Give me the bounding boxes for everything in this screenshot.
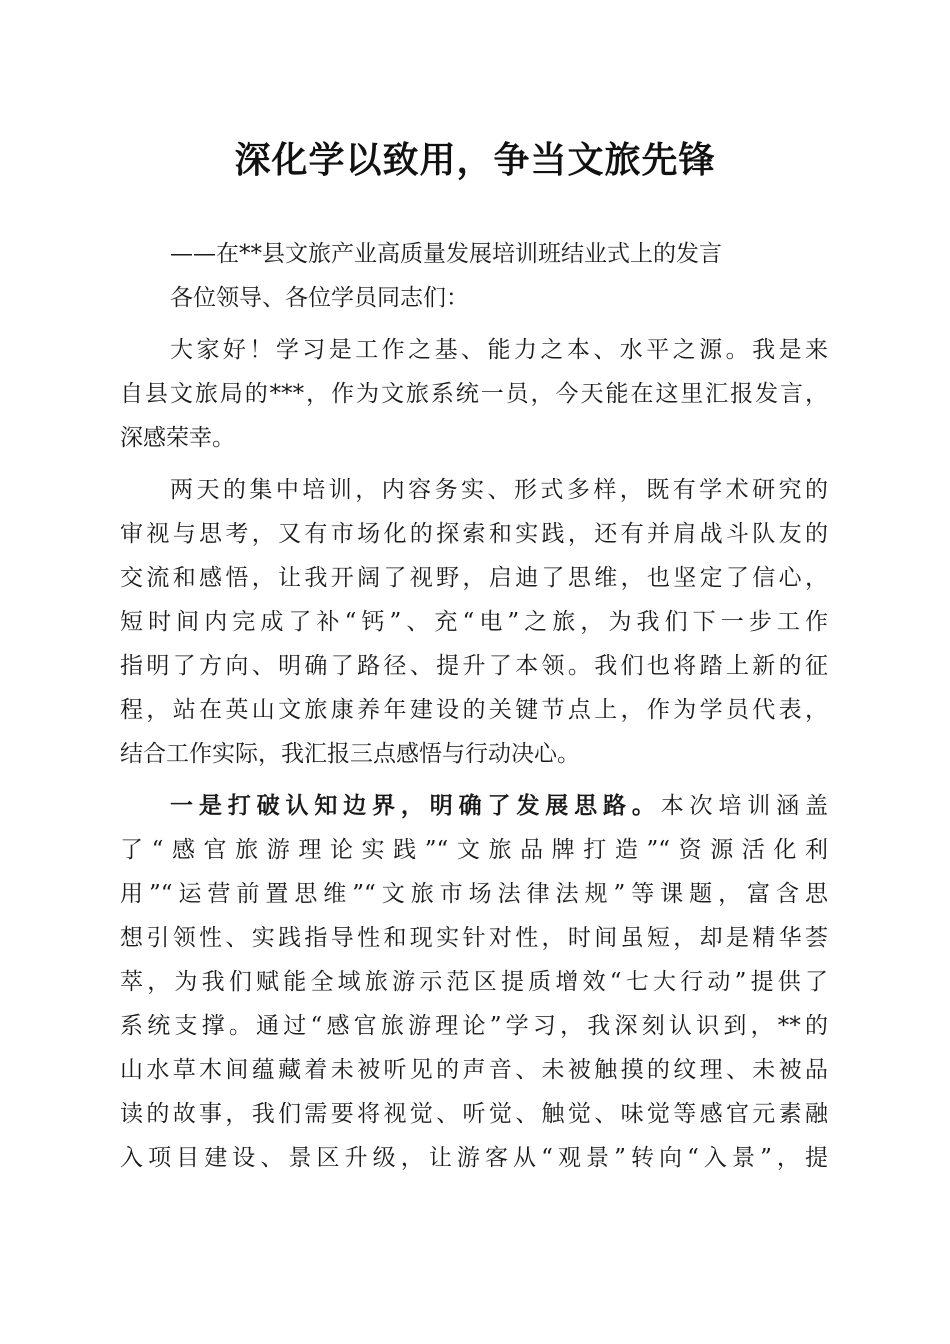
paragraph-line: 审视与思考，又有市场化的探索和实践，还有并肩战斗队友的 [120,521,828,547]
paragraph-text: 本次培训涵盖 [660,793,829,819]
section-heading: 一是打破认知边界，明确了发展思路。 [170,792,661,819]
paragraph-line: 山水草木间蕴藏着未被听见的声音、未被触摸的纹理、未被品 [120,1057,828,1083]
paragraph-line: 交流和感悟，让我开阔了视野，启迪了思维，也坚定了信心， [120,565,828,591]
paragraph-line: 系统支撑。通过“感官旅游理论”学习，我深刻认识到，**的 [120,1013,828,1039]
subtitle: ——在**县文旅产业高质量发展培训班结业式上的发言 [170,241,722,267]
paragraph-line: 指明了方向、明确了路径、提升了本领。我们也将踏上新的征 [120,653,828,679]
paragraph-1 [120,328,828,460]
paragraph-line: 想引领性、实践指导性和现实针对性，时间虽短，却是精华荟 [120,925,828,951]
paragraph-line: 结合工作实际，我汇报三点感悟与行动决心。 [120,741,580,767]
paragraph-line: 了“感官旅游理论实践”“文旅品牌打造”“资源活化利 [120,837,828,863]
paragraph-line: 两天的集中培训，内容务实、形式多样，既有学术研究的 [170,477,828,503]
paragraph-line: 深感荣幸。 [120,425,235,451]
paragraph-line: 程，站在英山文旅康养年建设的关键节点上，作为学员代表， [120,697,828,723]
paragraph-2 [120,468,828,776]
paragraph-line: 萃，为我们赋能全域旅游示范区提质增效“七大行动”提供了 [120,969,828,995]
paragraph-line: 短时间内完成了补“钙”、充“电”之旅，为我们下一步工作 [120,609,828,635]
paragraph-line: 大家好！学习是工作之基、能力之本、水平之源。我是来 [170,337,828,363]
paragraph-line: 用”“运营前置思维”“文旅市场法律法规”等课题，富含思 [120,881,828,907]
paragraph-3 [120,784,828,1180]
paragraph-line: 自县文旅局的***，作为文旅系统一员，今天能在这里汇报发言， [120,381,828,407]
document-body [120,232,828,1180]
paragraph-line: 读的故事，我们需要将视觉、听觉、触觉、味觉等感官元素融 [120,1101,828,1127]
paragraph-first-line [120,784,828,828]
document-title: 深化学以致用，争当文旅先锋 [234,139,716,181]
salutation: 各位领导、各位学员同志们： [170,285,469,311]
paragraph-line: 入项目建设、景区升级，让游客从“观景”转向“入景”，提 [120,1145,828,1171]
